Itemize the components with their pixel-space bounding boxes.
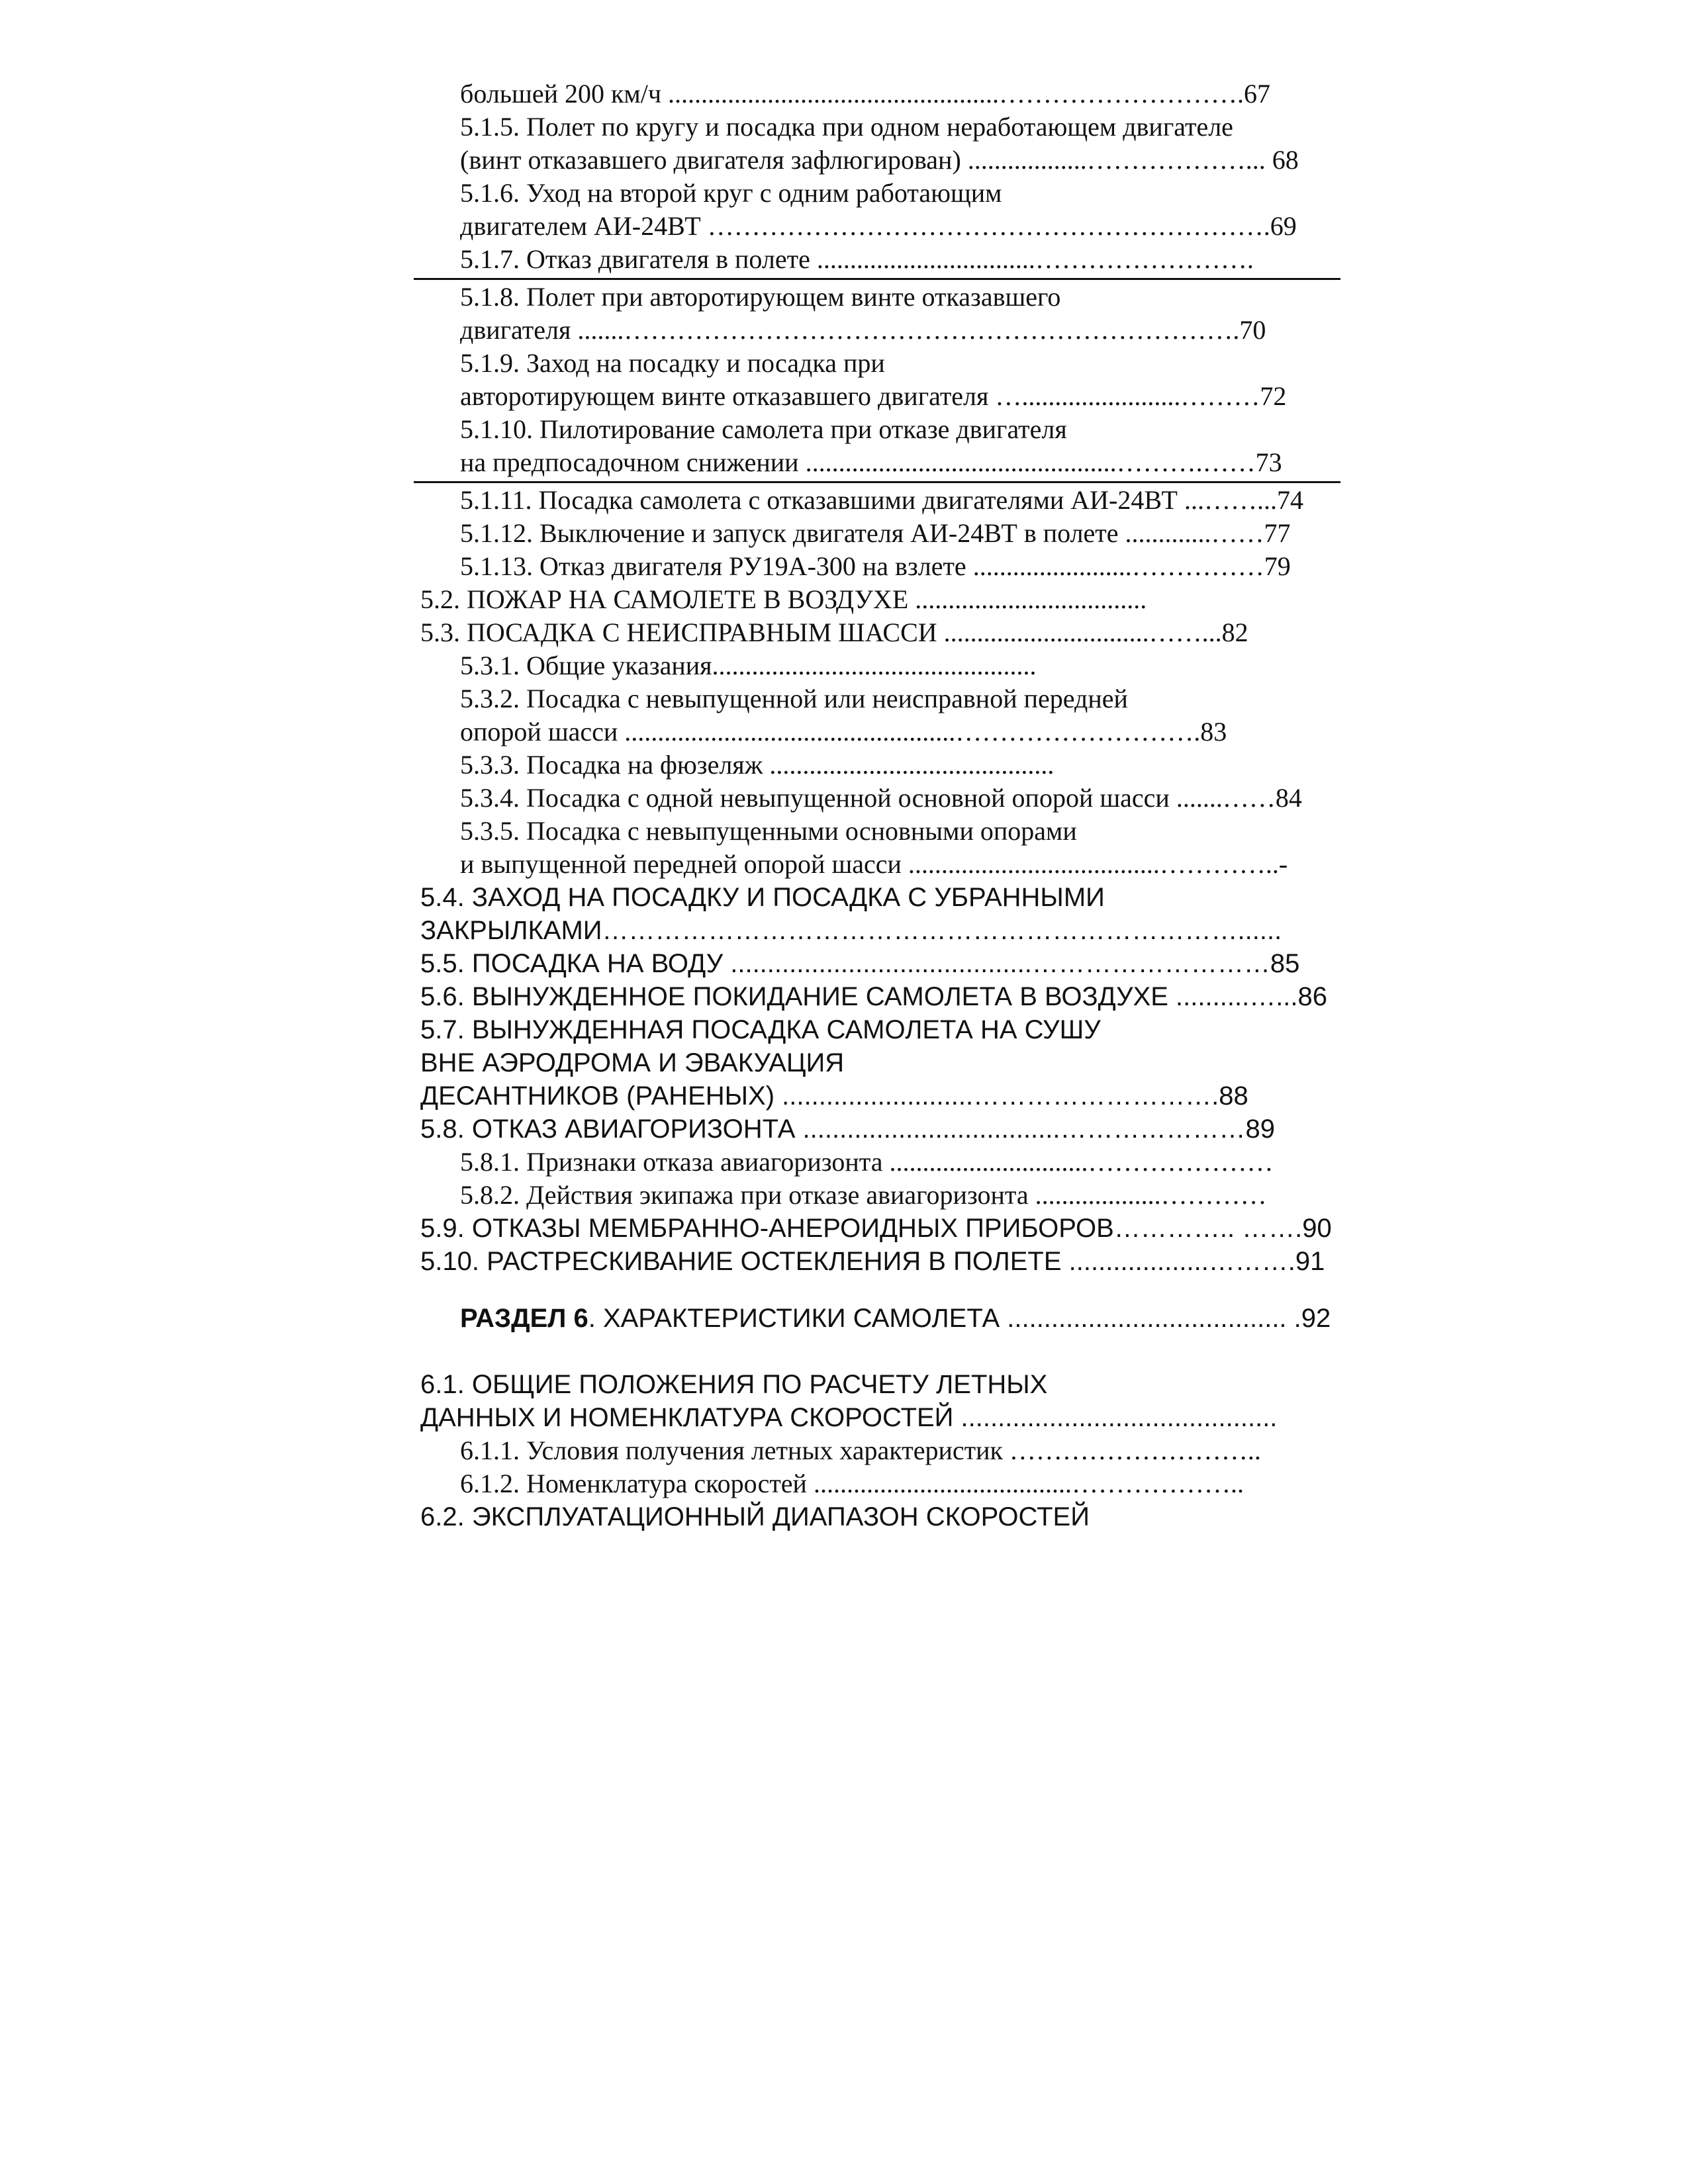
toc-line: 6.1. ОБЩИЕ ПОЛОЖЕНИЯ ПО РАСЧЕТУ ЛЕТНЫХ bbox=[420, 1370, 1048, 1399]
toc-line: 5.3.2. Посадка с невыпущенной или неисправной передней bbox=[460, 684, 1128, 713]
toc-line: 5.8. ОТКАЗ АВИАГОРИЗОНТА ...................................…………………89 bbox=[420, 1115, 1275, 1144]
toc-line: ДЕСАНТНИКОВ (РАНЕНЫХ) ..........................……………………….88 bbox=[420, 1081, 1248, 1111]
toc-line: 5.6. ВЫНУЖДЕННОЕ ПОКИДАНИЕ САМОЛЕТА В ВОЗДУХЕ ..........…...86 bbox=[420, 982, 1328, 1011]
toc-line: 5.1.13. Отказ двигателя РУ19А-300 на взлете ........................……………79 bbox=[460, 551, 1291, 581]
toc-line: двигателя .......…………………………………………………………….70 bbox=[460, 315, 1266, 345]
toc-line: 5.1.8. Полет при авторотирующем винте отказавшего bbox=[460, 282, 1061, 312]
toc-line: двигателем АИ-24ВТ ……………………………………………………….69 bbox=[460, 211, 1297, 241]
toc-line: 5.1.10. Пилотирование самолета при отказе двигателя bbox=[460, 414, 1067, 444]
toc-line: 5.3. ПОСАДКА С НЕИСПРАВНЫМ ШАССИ ...............................……...82 bbox=[420, 617, 1248, 647]
toc-line: 5.1.6. Уход на второй круг с одним работающим bbox=[460, 178, 1002, 208]
toc-line: 5.4. ЗАХОД НА ПОСАДКУ И ПОСАДКА С УБРАННЫМИ bbox=[420, 883, 1105, 912]
toc-line: 5.3.5. Посадка с невыпущенными основными опорами bbox=[460, 816, 1077, 846]
section-heading-rest: . ХАРАКТЕРИСТИКИ САМОЛЕТА ...................................... .92 bbox=[588, 1304, 1331, 1333]
toc-line: 5.10. РАСТРЕСКИВАНИЕ ОСТЕКЛЕНИЯ В ПОЛЕТЕ ...................……….91 bbox=[420, 1247, 1325, 1276]
toc-line: 5.1.11. Посадка самолета с отказавшими двигателями АИ-24ВТ ...……...74 bbox=[460, 485, 1303, 515]
toc-line: 5.1.12. Выключение и запуск двигателя АИ-24ВТ в полете .............……77 bbox=[460, 518, 1291, 548]
toc-line: 5.8.1. Признаки отказа авиагоризонта ..............................………………… bbox=[460, 1147, 1274, 1177]
horizontal-rule bbox=[414, 278, 1340, 280]
toc-line: 5.2. ПОЖАР НА САМОЛЕТЕ В ВОЗДУХЕ ................................... bbox=[420, 584, 1147, 614]
toc-line: 6.1.2. Номенклатура скоростей .......................................……………….. bbox=[460, 1469, 1244, 1498]
toc-line: 5.1.9. Заход на посадку и посадка при bbox=[460, 348, 885, 378]
toc-line: 5.5. ПОСАДКА НА ВОДУ .........................................………………………85 bbox=[420, 949, 1300, 978]
horizontal-rule bbox=[414, 481, 1340, 483]
toc-line: 5.1.7. Отказ двигателя в полете .................................……………………. bbox=[460, 244, 1254, 274]
toc-line: и выпущенной передней опорой шасси ......................................…………..- bbox=[460, 849, 1288, 879]
toc-line: 5.3.1. Общие указания................................................. bbox=[460, 651, 1037, 680]
toc-line: 6.1.1. Условия получения летных характеристик ……………………….. bbox=[460, 1435, 1261, 1465]
toc-line: большей 200 км/ч ..................................................……………………….67 bbox=[460, 79, 1270, 109]
toc-line: 5.3.3. Посадка на фюзеляж ........................................... bbox=[460, 750, 1055, 780]
toc-line: 6.2. ЭКСПЛУАТАЦИОННЫЙ ДИАПАЗОН СКОРОСТЕЙ bbox=[420, 1502, 1090, 1531]
toc-line: 5.7. ВЫНУЖДЕННАЯ ПОСАДКА САМОЛЕТА НА СУШУ bbox=[420, 1015, 1101, 1044]
toc-line: на предпосадочном снижении ...............................................……….……73 bbox=[460, 447, 1282, 477]
toc-line: ДАННЫХ И НОМЕНКЛАТУРА СКОРОСТЕЙ ........................................... bbox=[420, 1403, 1278, 1432]
toc-line: авторотирующем винте отказавшего двигателя …........................………72 bbox=[460, 381, 1287, 411]
toc-line: 5.9. ОТКАЗЫ МЕМБРАННО-АНЕРОИДНЫХ ПРИБОРОВ………….. …….90 bbox=[420, 1214, 1332, 1243]
toc-line: ЗАКРЫЛКАМИ………………………………………………………………...... bbox=[420, 916, 1282, 945]
section-heading bbox=[460, 1302, 1331, 1334]
toc-line: 5.8.2. Действия экипажа при отказе авиагоризонта ...................………… bbox=[460, 1180, 1267, 1210]
toc-line: 5.3.4. Посадка с одной невыпущенной основной опорой шасси .......……84 bbox=[460, 783, 1302, 813]
toc-line: 5.1.5. Полет по кругу и посадка при одном неработающем двигателе bbox=[460, 112, 1233, 142]
section-heading-bold: РАЗДЕЛ 6 bbox=[460, 1304, 588, 1333]
toc-line: опорой шасси ..................................................……………………….83 bbox=[460, 717, 1227, 747]
toc-line: ВНЕ АЭРОДРОМА И ЭВАКУАЦИЯ bbox=[420, 1048, 845, 1077]
toc-line: (винт отказавшего двигателя зафлюгирован) ..................………………... 68 bbox=[460, 145, 1299, 175]
